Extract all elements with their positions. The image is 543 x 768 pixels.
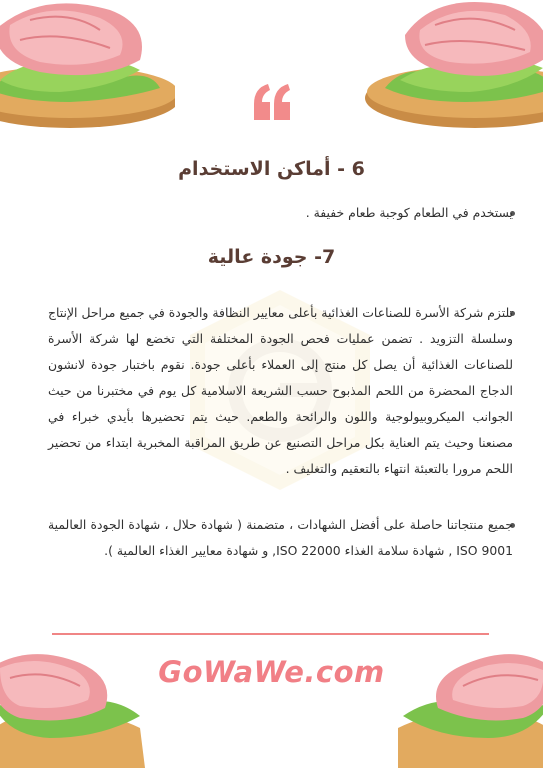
section-6-title: 6 - أماكن الاستخدام [178, 158, 365, 180]
quote-icon [250, 82, 294, 122]
brand-logo-text: GoWaWe.com [158, 655, 385, 689]
divider [52, 633, 489, 635]
section-7-bullet-1: تلتزم شركة الأسرة للصناعات الغذائية بأعلى معايير النظافة والجودة في جميع مراحل الإنتاج وسلسلة التزويد . تضمن عمليات فحص الجودة المختلفة التي تخضع لها شركة الأسرة للصناعات الغذائية أن يصل كل منتج إلى العملاء بأعلى جودة. نقوم باختبار جودة لانشون الدجاج المحضرة من اللحم المذبوح حسب الشريعة الاسلامية كل يوم في مختبرنا من حيث الجوانب الميكروبيولوجية واللون والرائحة والطعم. حيث يتم تحضيرها بأيدي خبراء في مصنعنا وحيث يتم العناية بكل مراحل التصنيع عن طريق المراقبة المخبرية ابتداء من تحضير اللحم مرورا بالتعبئة انتهاء بالتعقيم والتغليف . [48, 305, 513, 476]
section-7-title: 7- جودة عالية [207, 246, 336, 268]
section-6-bullet-1: يستخدم في الطعام كوجبة طعام خفيفة . [305, 205, 513, 220]
ham-plate-top-left-image [0, 0, 175, 135]
section-7-bullet-2: جميع منتجاتنا حاصلة على أفضل الشهادات ، متضمنة ( شهادة حلال ، شهادة الجودة العالمية ISO 9001 , شهادة سلامة الغذاء ISO 22000, و شهادة معايير الغذاء العالمية ). [48, 517, 513, 558]
ham-plate-top-right-image [365, 0, 543, 135]
